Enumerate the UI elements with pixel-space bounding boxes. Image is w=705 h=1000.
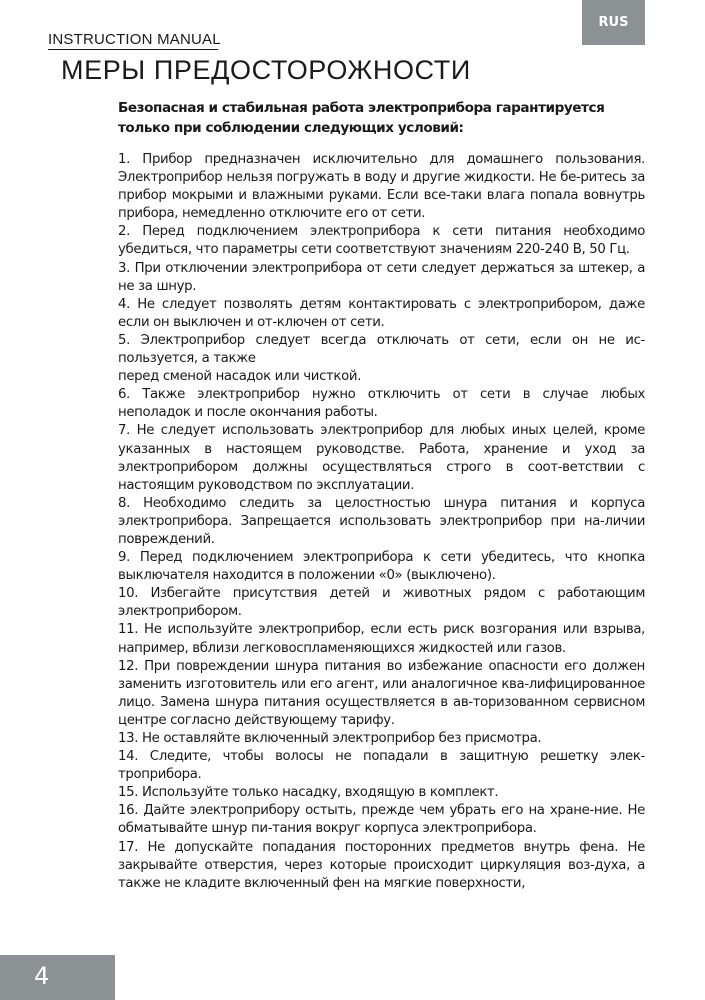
page-number: 4 (34, 962, 50, 990)
list-item: 14. Следите, чтобы волосы не попадали в защитную решетку элек-троприбора. (118, 749, 645, 783)
list-item: 15. Используйте только насадку, входящую в комплект. (118, 785, 499, 801)
list-item: 1. Прибор предназначен исключительно для домашнего пользования. Электроприбор нельзя погружать в воду и другие жидкости. Не бе-ритесь за прибор мокрыми и влажными руками. Если все-таки влага попала вовнутрь прибора, немедленно отключите его от сети. (118, 152, 645, 222)
list-item: 6. Также электроприбор нужно отключить от сети в случае любых неполадок и после окончания работы. (118, 387, 645, 421)
list-item: 5. Электроприбор следует всегда отключать от сети, если он не ис-пользуется, а также (118, 332, 645, 367)
list-item: 16. Дайте электроприбору остыть, прежде чем убрать его на хране-ние. Не обматывайте шнур пи-тания вокруг корпуса электроприбора. (118, 803, 645, 837)
list-item: 13. Не оставляйте включенный электроприбор без присмотра. (118, 731, 542, 746)
page-title: МЕРЫ ПРЕДОСТОРОЖНОСТИ (61, 55, 471, 85)
precautions-list (118, 151, 645, 893)
list-item: 3. При отключении электроприбора от сети следует держаться за штекер, а не за шнур. (118, 260, 645, 294)
list-item: перед сменой насадок или чисткой. (118, 369, 362, 385)
list-item: 2. Перед подключением электроприбора к сети питания необходимо убедиться, что параметры сети соответствуют значениям 220-240 В, 50 Гц. (118, 224, 645, 258)
list-item: 9. Перед подключением электроприбора к сети убедитесь, что кнопка выключателя находится в положении «0» (выключено). (118, 550, 645, 584)
list-item: 4. Не следует позволять детям контактировать с электроприбором, даже если он выключен и от-ключен от сети. (118, 296, 645, 330)
page-number-box (0, 955, 115, 1000)
list-item: 7. Не следует использовать электроприбор для любых иных целей, кроме указанных в настоящем руководстве. Работа, хранение и уход за электроприбором должны осуществляться строго в соот-ветствии с настоящим руководством по эксплуатации. (118, 423, 645, 493)
list-item: 12. При повреждении шнура питания во избежание опасности его должен заменить изготовитель или его агент, или аналогичное ква-лифицированное лицо. Замена шнура питания осуществляется в ав-торизованном сервисном центре согласно действующему тарифу. (118, 658, 645, 728)
list-item: 11. Не используйте электроприбор, если есть риск возгорания или взрыва, например, вблизи легковоспламеняющихся жидкостей или газов. (118, 622, 645, 656)
manual-label: INSTRUCTION MANUAL (48, 31, 221, 48)
list-item: 10. Избегайте присутствия детей и животных рядом с работающим электроприбором. (118, 586, 645, 620)
list-item: 8. Необходимо следить за целостностью шнура питания и корпуса электроприбора. Запрещается использовать электроприбор при на-личии повреждений. (118, 495, 645, 547)
list-item: 17. Не допускайте попадания посторонних предметов внутрь фена. Не закрывайте отверстия, через которые происходит циркуляция воз-духа, а также не кладите включенный фен на мягкие поверхности, (118, 839, 645, 891)
language-tab: RUS (582, 0, 645, 45)
header-underline (48, 49, 218, 50)
lead-paragraph: Безопасная и стабильная работа электроприбора гарантируется только при соблюдении следующих условий: (118, 100, 605, 136)
